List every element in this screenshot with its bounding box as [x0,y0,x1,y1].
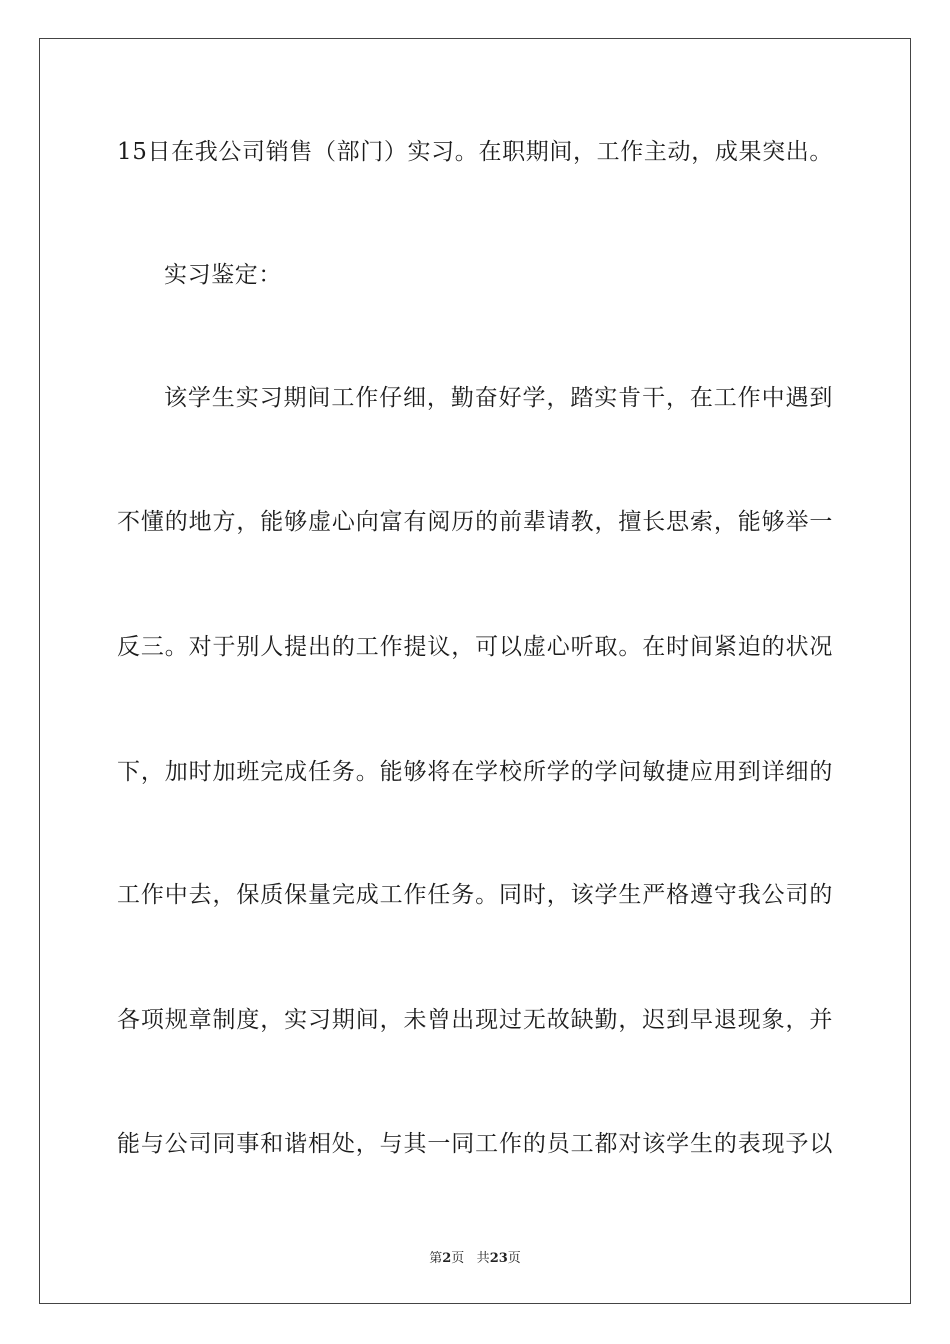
body-line-4: 反三。对于别人提出的工作提议，可以虚心听取。在时间紧迫的状况 [117,634,833,660]
body-line-8: 能与公司同事和谐相处，与其一同工作的员工都对该学生的表现予以 [117,1131,833,1157]
page-suffix: 页 [451,1251,465,1266]
page-border [39,38,911,1304]
body-line-1: 15日在我公司销售（部门）实习。在职期间，工作主动，成果突出。 [117,139,833,165]
total-suffix: 页 [507,1251,521,1266]
total-prefix: 共 [476,1251,490,1266]
body-line-3: 不懂的地方，能够虚心向富有阅历的前辈请教，擅长思索，能够举一 [117,509,833,535]
body-line-7: 各项规章制度，实习期间，未曾出现过无故缺勤，迟到早退现象，并 [117,1007,833,1033]
page-number: 2 [442,1251,452,1266]
section-heading: 实习鉴定： [164,262,282,288]
body-line-2: 该学生实习期间工作仔细，勤奋好学，踏实肯干，在工作中遇到 [164,385,833,411]
body-line-6: 工作中去，保质保量完成工作任务。同时，该学生严格遵守我公司的 [117,882,833,908]
page-footer [0,1247,950,1266]
page-prefix: 第 [429,1251,443,1266]
body-line-5: 下，加时加班完成任务。能够将在学校所学的学问敏捷应用到详细的 [117,759,833,785]
total-pages: 23 [489,1251,508,1266]
